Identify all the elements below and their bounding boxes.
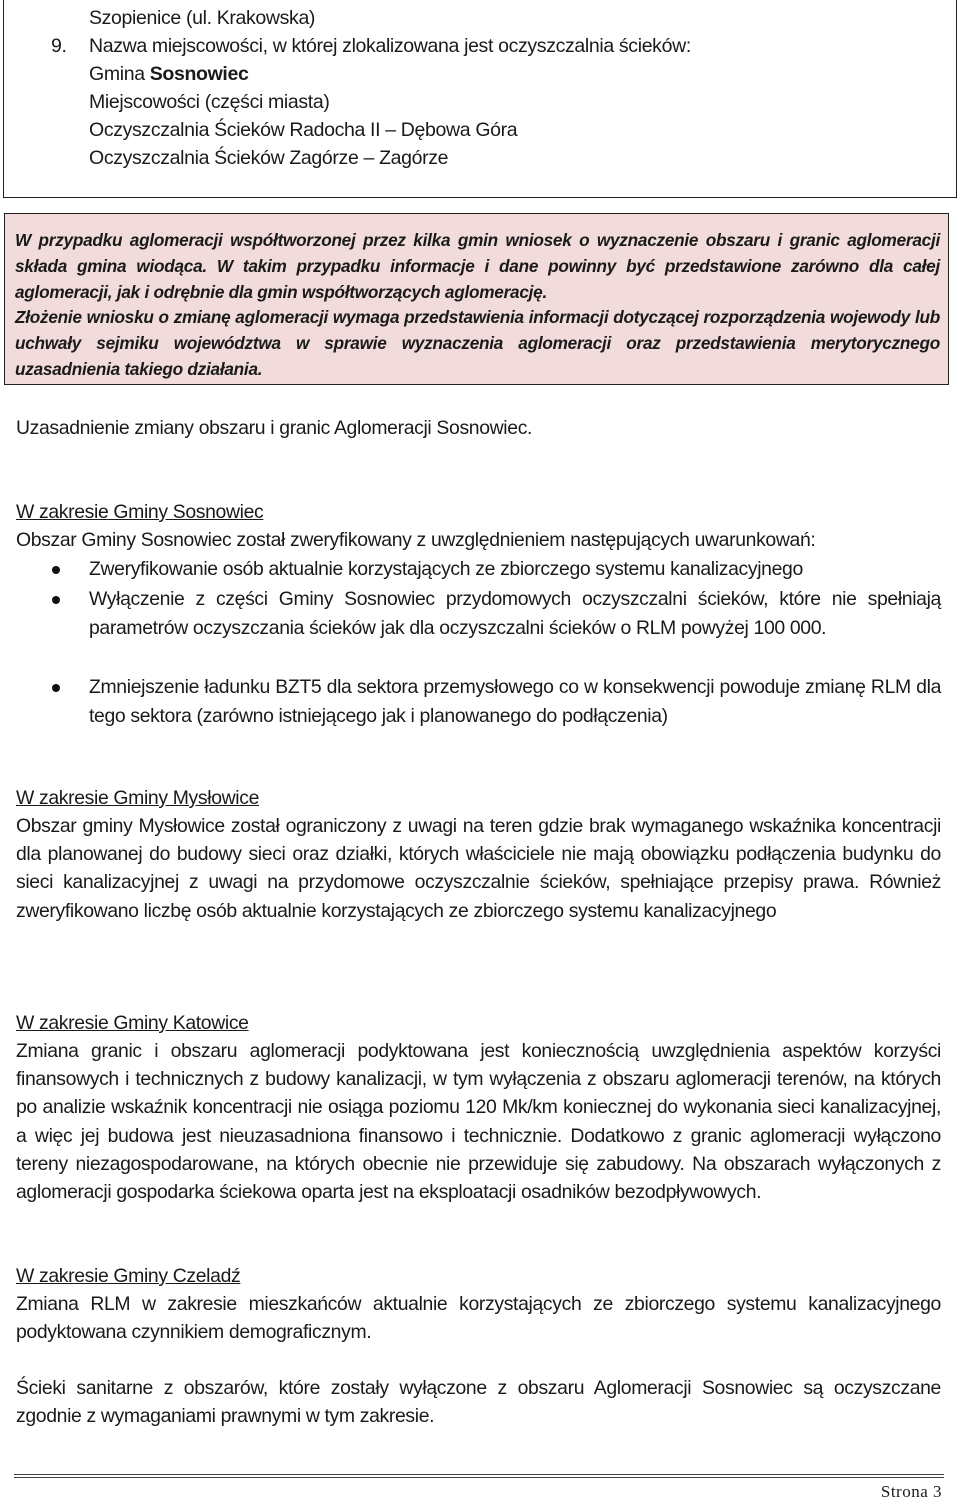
- section-heading: Uzasadnienie zmiany obszaru i granic Aglomeracji Sosnowiec.: [16, 417, 533, 439]
- sosnowiec-bullet-3: Zmniejszenie ładunku BZT5 dla sektora przemysłowego co w konsekwencji powoduje zmianę RLM dla tego sektora (zarówno istniejącego jak i planowanego do podłączenia): [89, 676, 941, 727]
- czeladz-title: W zakresie Gminy Czeladź: [16, 1265, 241, 1287]
- czeladz-text: Zmiana RLM w zakresie mieszkańców aktualnie korzystających ze zbiorczego systemu kanalizacyjnego podyktowana czynnikiem demograficznym.: [16, 1293, 941, 1344]
- katowice-text: Zmiana granic i obszaru aglomeracji podyktowana jest koniecznością uwzględnienia aspektów korzyści finansowych i technicznych z budowy kanalizacji, w tym wyłączenia z obszaru aglomeracji terenów, na których po analizie wskaźnik koncentracji nie osiąga poziomu 120 Mk/km koniecznej do wykonania sieci kanalizacyjnej, a więc jej budowa jest nieuzasadniona finansowo i technicznie. Dodatkowo z granic aglomeracji wyłączono tereny niezagospodarowane, na których obecnie nie przewiduje się zabudowy. Na obszarach wyłączonych z aglomeracji gospodarka ściekowa oparta jest na eksploatacji osadników bezodpływowych.: [16, 1040, 941, 1204]
- myslowice-text: Obszar gminy Mysłowice został ograniczony z uwagi na teren gdzie brak wymaganego wskaźnika koncentracji dla planowanej do budowy sieci oraz działki, których właściciele nie mają obowiązku podłączenia budynku do sieci kanalizacyjnej z uwagi na przydomowe oczyszczalnie ścieków, spełniające przepisy prawa. Również zweryfikowano liczbę osób aktualnie korzystających ze zbiorczego systemu kanalizacyjnego: [16, 815, 941, 922]
- bullet-dot: [52, 596, 60, 604]
- gmina-prefix: Gmina: [89, 63, 150, 85]
- notice-text-3: Złożenie wniosku o zmianę aglomeracji wymaga przedstawienia informacji dotyczącej rozporządzenia wojewody lub uchwały sejmiku województwa w sprawie wyznaczenia aglomeracji oraz przedstawienia merytorycznego uzasadnienia takiego działania.: [15, 307, 940, 379]
- sosnowiec-intro: Obszar Gminy Sosnowiec został zweryfikowany z uwzględnieniem następujących uwarunkowań:: [16, 529, 816, 551]
- notice-text-1: W przypadku aglomeracji współtworzonej przez kilka gmin wniosek o wyznaczenie obszaru i granic aglomeracji składa gmina wiodąca.: [15, 230, 940, 276]
- gmina-name: Sosnowiec: [149, 63, 249, 85]
- sosnowiec-bullet-1: Zweryfikowanie osób aktualnie korzystających ze zbiorczego systemu kanalizacyjnego: [89, 558, 803, 580]
- notice-text-2: W takim przypadku informacje i dane powinny być przedstawione zarówno dla całej aglomeracji, jak i odrębnie dla gmin współtworzących aglomerację.: [15, 255, 940, 302]
- bullet-dot: [52, 684, 60, 692]
- sosnowiec-bullet-2: Wyłączenie z części Gminy Sosnowiec przydomowych oczyszczalni ścieków, które nie spełniają parametrów oczyszczania ścieków jak dla oczyszczalni ścieków o RLM powyżej 100 000.: [89, 588, 941, 639]
- footer-divider: [14, 1477, 944, 1478]
- katowice-title: W zakresie Gminy Katowice: [16, 1012, 249, 1034]
- footer-divider: [14, 1474, 944, 1475]
- plant-line-1: Oczyszczalnia Ścieków Radocha II – Dębowa Góra: [89, 119, 518, 141]
- closing-text: Ścieki sanitarne z obszarów, które zostały wyłączone z obszaru Aglomeracji Sosnowiec są oczyszczane zgodnie z wymaganiami prawnymi w tym zakresie.: [16, 1377, 941, 1428]
- bullet-dot: [52, 566, 60, 574]
- page-number: Strona 3: [880, 1482, 942, 1501]
- sosnowiec-title: W zakresie Gminy Sosnowiec: [16, 501, 264, 523]
- item-number: 9.: [51, 35, 67, 57]
- myslowice-title: W zakresie Gminy Mysłowice: [16, 787, 260, 809]
- notice-box: [4, 213, 949, 385]
- location-line-street: Szopienice (ul. Krakowska): [89, 7, 316, 29]
- item-question: Nazwa miejscowości, w której zlokalizowana jest oczyszczalnia ścieków:: [89, 35, 691, 57]
- plant-line-2: Oczyszczalnia Ścieków Zagórze – Zagórze: [89, 147, 449, 169]
- gmina-line: [89, 63, 248, 86]
- miejscowosci-line: Miejscowości (części miasta): [89, 91, 330, 113]
